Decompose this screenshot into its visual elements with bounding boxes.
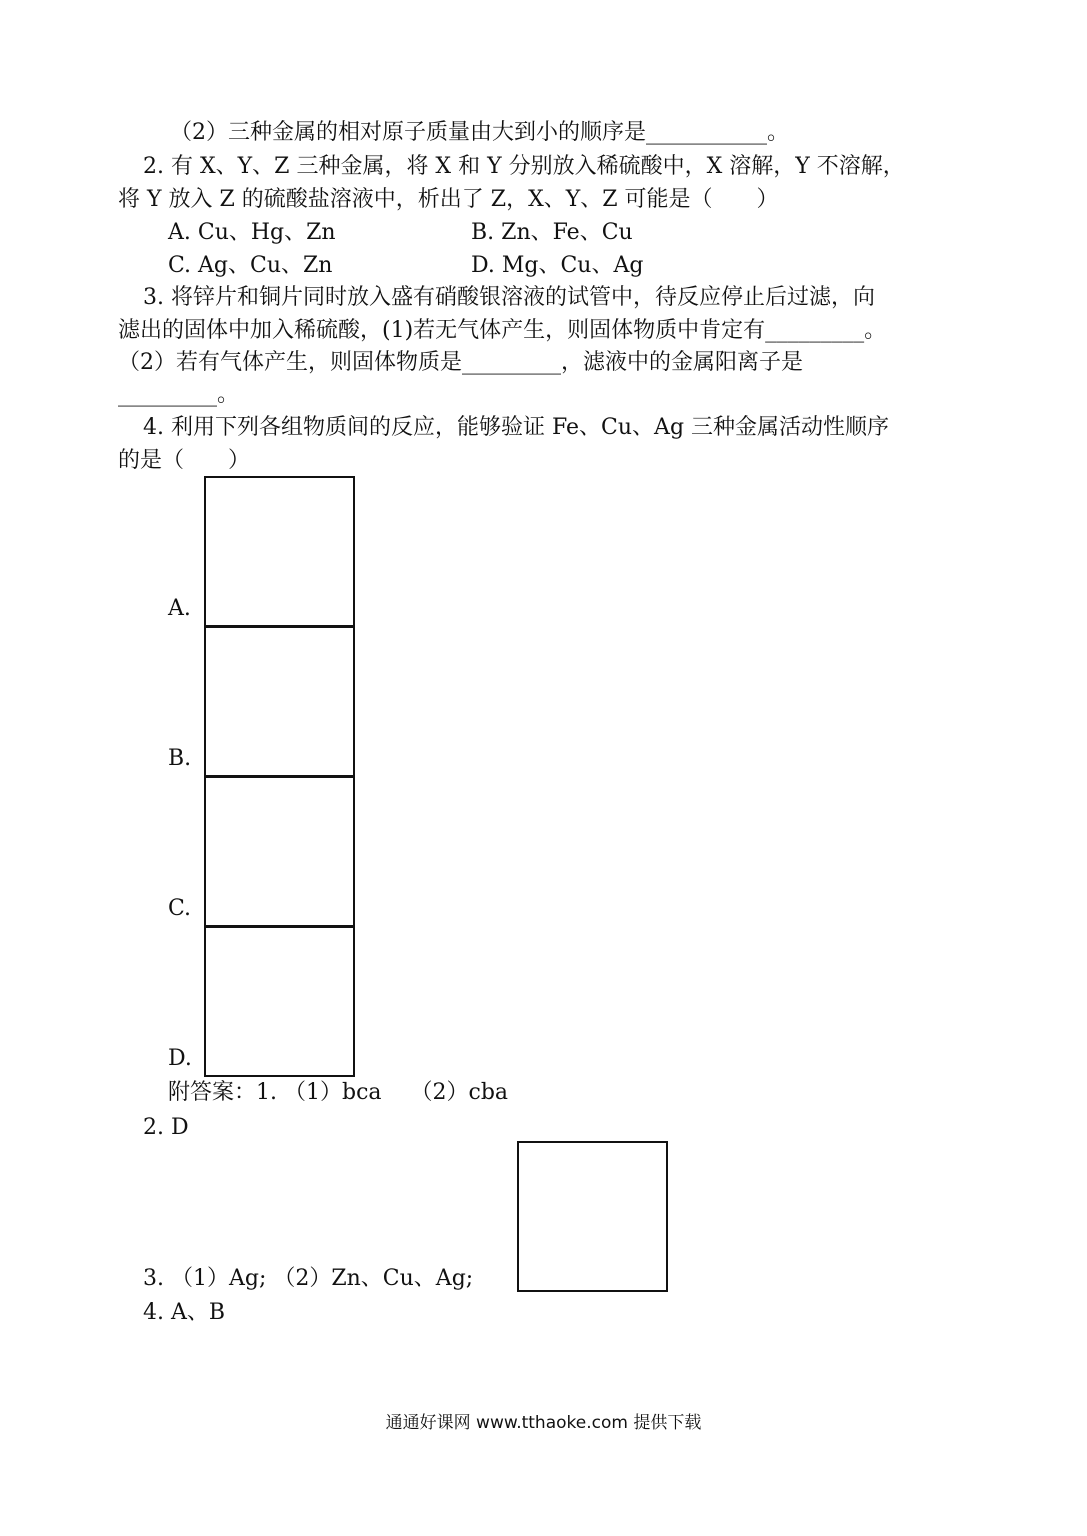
q4-option-a-image	[204, 476, 355, 627]
q4-option-b-image	[204, 626, 355, 777]
q4-option-a-label: A.	[168, 596, 191, 621]
q3-line2: 滤出的固体中加入稀硫酸，(1)若无气体产生，则固体物质中肯定有_________。	[118, 318, 887, 343]
q3-line3: （2）若有气体产生，则固体物质是_________，滤液中的金属阳离子是	[118, 350, 803, 375]
page-footer: 通通好课网 www.tthaoke.com 提供下载	[385, 1413, 702, 1433]
q2-line1: 2. 有 X、Y、Z 三种金属，将 X 和 Y 分别放入稀硫酸中，X 溶解，Y 不溶解，	[143, 154, 905, 179]
q2-option-a: A. Cu、Hg、Zn	[168, 220, 336, 245]
q1-part2: （2）三种金属的相对原子质量由大到小的顺序是___________。	[170, 120, 789, 145]
q2-option-d: D. Mg、Cu、Ag	[471, 253, 644, 278]
q2-line2: 将 Y 放入 Z 的硫酸盐溶液中，析出了 Z，X、Y、Z 可能是（ ）	[118, 187, 779, 212]
q4-option-b-label: B.	[168, 746, 192, 771]
answer-3-image	[517, 1141, 668, 1292]
q4-option-c-image	[204, 776, 355, 927]
q2-option-c: C. Ag、Cu、Zn	[168, 253, 333, 278]
q2-option-b: B. Zn、Fe、Cu	[471, 220, 633, 245]
answers-line1: 附答案：1. （1）bca （2）cba	[168, 1080, 509, 1105]
q3-line1: 3. 将锌片和铜片同时放入盛有硝酸银溶液的试管中，待反应停止后过滤，向	[143, 285, 875, 310]
answers-line4: 4. A、B	[143, 1300, 226, 1325]
answers-line2: 2. D	[143, 1115, 189, 1140]
answers-line3: 3. （1）Ag; （2）Zn、Cu、Ag;	[143, 1266, 474, 1291]
q3-line4: _________。	[118, 382, 240, 407]
q4-option-d-image	[204, 926, 355, 1077]
q4-option-d-label: D.	[168, 1046, 192, 1071]
q4-line2: 的是（ ）	[118, 448, 251, 473]
q4-option-c-label: C.	[168, 896, 192, 921]
q4-line1: 4. 利用下列各组物质间的反应，能够验证 Fe、Cu、Ag 三种金属活动性顺序	[143, 415, 890, 440]
